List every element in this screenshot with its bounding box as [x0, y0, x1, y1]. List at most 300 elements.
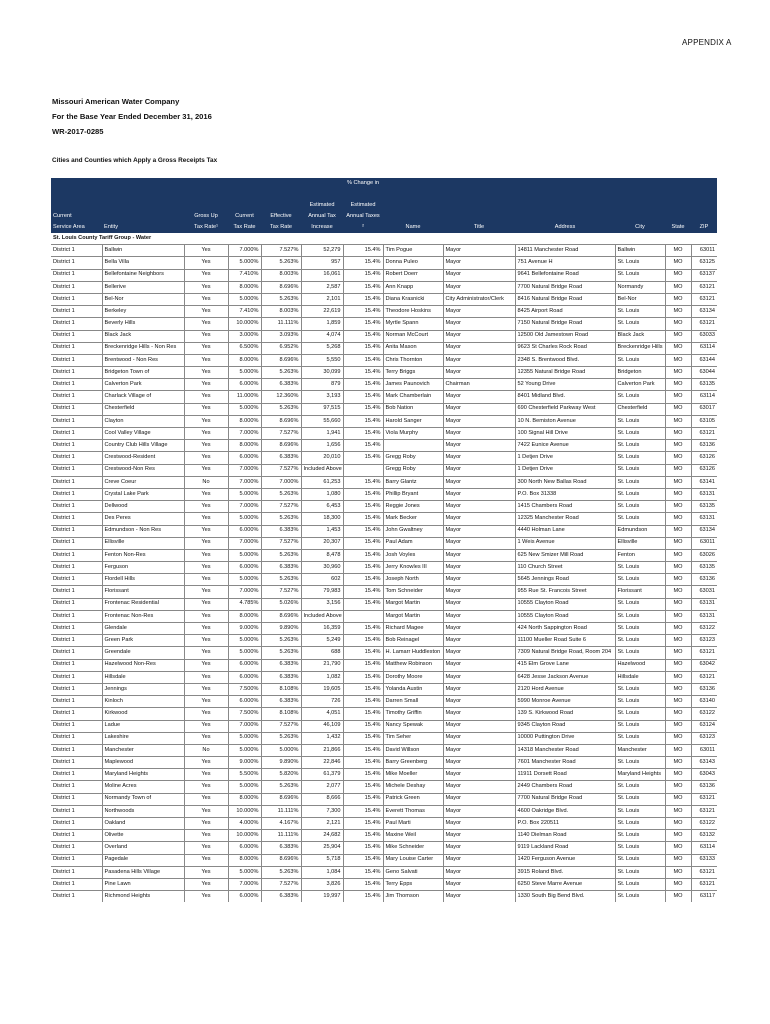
cell-gross-up: Yes — [184, 379, 228, 391]
cell-entity: Flordell Hills — [102, 574, 184, 586]
table-row — [51, 878, 717, 890]
cell-effective-rate: 5.263% — [261, 574, 301, 586]
cell-zip: 63122 — [691, 623, 717, 635]
cell-current-rate: 6.500% — [228, 342, 261, 354]
cell-city: St. Louis — [615, 647, 665, 659]
cell-effective-rate: 8.696% — [261, 281, 301, 293]
cell-gross-up: Yes — [184, 610, 228, 622]
cell-entity: Normandy Town of — [102, 793, 184, 805]
column-header-line — [385, 189, 441, 200]
cell-address: 4440 Holman Lane — [515, 525, 615, 537]
cell-gross-up: Yes — [184, 318, 228, 330]
cell-address: 8401 Midland Blvd. — [515, 391, 615, 403]
cell-state: MO — [665, 708, 691, 720]
table-row — [51, 428, 717, 440]
cell-entity: Ladue — [102, 720, 184, 732]
cell-zip: 63121 — [691, 281, 717, 293]
table-header-row — [51, 178, 717, 233]
cell-state: MO — [665, 623, 691, 635]
column-header-entity — [102, 178, 184, 233]
cell-gross-up: Yes — [184, 403, 228, 415]
table-row — [51, 805, 717, 817]
cell-gross-up: Yes — [184, 769, 228, 781]
cell-entity: Pasadena Hills Village — [102, 866, 184, 878]
cell-pct-change: 15.4% — [343, 476, 383, 488]
cell-zip: 63011 — [691, 744, 717, 756]
column-header-line: Service Area — [53, 224, 85, 230]
cell-current-rate: 5.000% — [228, 781, 261, 793]
cell-current-rate: 7.000% — [228, 428, 261, 440]
cell-address: 139 S. Kirkwood Road — [515, 708, 615, 720]
cell-gross-up: Yes — [184, 818, 228, 830]
cell-pct-change: 15.4% — [343, 805, 383, 817]
cell-name: Theodore Hoskins — [383, 306, 443, 318]
cell-est-increase: 1,082 — [301, 671, 343, 683]
cell-state: MO — [665, 769, 691, 781]
cell-service-area: District 1 — [51, 708, 102, 720]
cell-title: Mayor — [443, 269, 515, 281]
cell-effective-rate: 8.696% — [261, 610, 301, 622]
cell-name: Maxine Weil — [383, 830, 443, 842]
cell-name: Norman McCourt — [383, 330, 443, 342]
column-header-line: Name — [405, 224, 421, 230]
cell-gross-up: Yes — [184, 805, 228, 817]
cell-service-area: District 1 — [51, 318, 102, 330]
cell-gross-up: Yes — [184, 293, 228, 305]
cell-effective-rate: 6.383% — [261, 379, 301, 391]
cell-pct-change: 15.4% — [343, 525, 383, 537]
cell-est-increase: 4,051 — [301, 708, 343, 720]
cell-title: Mayor — [443, 781, 515, 793]
cell-gross-up: Yes — [184, 549, 228, 561]
cell-effective-rate: 8.108% — [261, 683, 301, 695]
column-header-line — [263, 200, 299, 211]
cell-entity: Ferguson — [102, 562, 184, 574]
cell-address: 6428 Jesse Jackson Avenue — [515, 671, 615, 683]
cell-entity: Bel-Nor — [102, 293, 184, 305]
cell-title: Mayor — [443, 732, 515, 744]
cell-est-increase: 3,826 — [301, 878, 343, 890]
cell-city: Hazelwood — [615, 659, 665, 671]
cell-service-area: District 1 — [51, 293, 102, 305]
cell-city: Ballwin — [615, 245, 665, 257]
cell-current-rate: 5.000% — [228, 866, 261, 878]
cell-name: Robert Doerr — [383, 269, 443, 281]
cell-effective-rate: 7.527% — [261, 720, 301, 732]
cell-service-area: District 1 — [51, 513, 102, 525]
column-header-line — [104, 200, 182, 211]
table-row — [51, 330, 717, 342]
cell-name: Timothy Griffin — [383, 708, 443, 720]
cell-effective-rate: 7.000% — [261, 476, 301, 488]
cell-service-area: District 1 — [51, 269, 102, 281]
cell-state: MO — [665, 683, 691, 695]
table-row — [51, 635, 717, 647]
cell-current-rate: 7.000% — [228, 501, 261, 513]
cell-effective-rate: 7.527% — [261, 586, 301, 598]
table-row — [51, 708, 717, 720]
cell-service-area: District 1 — [51, 245, 102, 257]
cell-name: Reggie Jones — [383, 501, 443, 513]
cell-name: Dorothy Moore — [383, 671, 443, 683]
cell-address: 11100 Mueller Road Suite 6 — [515, 635, 615, 647]
cell-effective-rate: 7.527% — [261, 428, 301, 440]
cell-title: Mayor — [443, 367, 515, 379]
cell-state: MO — [665, 257, 691, 269]
cell-service-area: District 1 — [51, 732, 102, 744]
cell-zip: 63031 — [691, 586, 717, 598]
cell-service-area: District 1 — [51, 525, 102, 537]
table-row — [51, 464, 717, 476]
cell-pct-change: 15.4% — [343, 757, 383, 769]
cell-title: Mayor — [443, 318, 515, 330]
cell-city: St. Louis — [615, 842, 665, 854]
cell-address: 5990 Monroe Avenue — [515, 696, 615, 708]
cell-state: MO — [665, 818, 691, 830]
cell-effective-rate: 5.263% — [261, 488, 301, 500]
column-header-line — [445, 189, 513, 200]
cell-entity: Northwoods — [102, 805, 184, 817]
cell-zip: 63043 — [691, 769, 717, 781]
cell-address: 10 N. Bemiston Avenue — [515, 415, 615, 427]
cell-service-area: District 1 — [51, 367, 102, 379]
cell-state: MO — [665, 525, 691, 537]
column-header-line — [693, 200, 715, 211]
column-header-line — [385, 200, 441, 211]
cell-city: St. Louis — [615, 805, 665, 817]
table-body — [51, 233, 717, 902]
table-row — [51, 476, 717, 488]
cell-service-area: District 1 — [51, 659, 102, 671]
cell-address: 7422 Eunice Avenue — [515, 440, 615, 452]
cell-title: Mayor — [443, 708, 515, 720]
table-row — [51, 245, 717, 257]
column-header-line: ZIP — [699, 224, 709, 230]
table-row — [51, 647, 717, 659]
cell-title: Mayor — [443, 854, 515, 866]
cell-state: MO — [665, 306, 691, 318]
cell-entity: Kirkwood — [102, 708, 184, 720]
column-header-line: Annual Taxes ² — [346, 213, 380, 230]
cell-address: 11911 Dorsett Road — [515, 769, 615, 781]
cell-service-area: District 1 — [51, 562, 102, 574]
cell-gross-up: Yes — [184, 525, 228, 537]
cell-effective-rate: 8.696% — [261, 415, 301, 427]
cell-gross-up: Yes — [184, 562, 228, 574]
cell-service-area: District 1 — [51, 769, 102, 781]
cell-service-area: District 1 — [51, 610, 102, 622]
cell-current-rate: 8.000% — [228, 854, 261, 866]
cell-city: St. Louis — [615, 513, 665, 525]
cell-address: 9641 Bellefontaine Road — [515, 269, 615, 281]
column-header-line: Effective — [270, 213, 292, 219]
cell-state: MO — [665, 428, 691, 440]
cell-pct-change: 15.4% — [343, 403, 383, 415]
cell-address: 4600 Oakridge Blvd. — [515, 805, 615, 817]
cell-gross-up: Yes — [184, 793, 228, 805]
cell-pct-change — [343, 610, 383, 622]
cell-address: 9623 St Charles Rock Road — [515, 342, 615, 354]
cell-zip: 63135 — [691, 501, 717, 513]
cell-entity: Hazelwood Non-Res — [102, 659, 184, 671]
cell-title: Mayor — [443, 891, 515, 903]
cell-name: Mary Louise Carter — [383, 854, 443, 866]
table-row — [51, 452, 717, 464]
cell-zip: 63134 — [691, 306, 717, 318]
table-row — [51, 306, 717, 318]
cell-city: St. Louis — [615, 318, 665, 330]
cell-service-area: District 1 — [51, 415, 102, 427]
cell-gross-up: Yes — [184, 708, 228, 720]
cell-state: MO — [665, 342, 691, 354]
cell-est-increase: 1,941 — [301, 428, 343, 440]
column-header-line — [230, 200, 259, 211]
column-header-line — [667, 189, 689, 200]
table-row — [51, 403, 717, 415]
cell-address: 1140 Dielman Road — [515, 830, 615, 842]
column-header-line — [517, 211, 613, 222]
cell-state: MO — [665, 781, 691, 793]
cell-gross-up: Yes — [184, 391, 228, 403]
cell-title: Mayor — [443, 769, 515, 781]
cell-est-increase: 3,156 — [301, 598, 343, 610]
cell-pct-change: 15.4% — [343, 818, 383, 830]
cell-entity: Kinloch — [102, 696, 184, 708]
cell-name: Ann Knapp — [383, 281, 443, 293]
column-header-line — [667, 211, 689, 222]
table-row — [51, 659, 717, 671]
cell-pct-change: 15.4% — [343, 854, 383, 866]
column-header-line — [385, 211, 441, 222]
cell-pct-change: 15.4% — [343, 488, 383, 500]
cell-current-rate: 6.000% — [228, 842, 261, 854]
cell-address: 8425 Airport Road — [515, 306, 615, 318]
cell-current-rate: 5.000% — [228, 574, 261, 586]
cell-name: Joseph North — [383, 574, 443, 586]
cell-address: 14811 Manchester Road — [515, 245, 615, 257]
cell-gross-up: Yes — [184, 659, 228, 671]
cell-pct-change: 15.4% — [343, 671, 383, 683]
column-header-line — [617, 200, 663, 211]
cell-title: Mayor — [443, 488, 515, 500]
cell-city: Florissant — [615, 586, 665, 598]
cell-est-increase: 61,379 — [301, 769, 343, 781]
table-row — [51, 537, 717, 549]
cell-state: MO — [665, 464, 691, 476]
cell-title: Mayor — [443, 562, 515, 574]
cell-pct-change: 15.4% — [343, 683, 383, 695]
column-header-line — [693, 211, 715, 222]
cell-current-rate: 9.000% — [228, 757, 261, 769]
cell-title: Mayor — [443, 440, 515, 452]
cell-address: 10000 Puttington Drive — [515, 732, 615, 744]
cell-state: MO — [665, 757, 691, 769]
cell-est-increase: 25,904 — [301, 842, 343, 854]
column-header-state — [665, 178, 691, 233]
cell-est-increase: 5,718 — [301, 854, 343, 866]
cell-name: Josh Voyles — [383, 549, 443, 561]
cell-current-rate: 9.000% — [228, 623, 261, 635]
table-row — [51, 293, 717, 305]
cell-title: Mayor — [443, 245, 515, 257]
cell-est-increase: 16,359 — [301, 623, 343, 635]
cell-pct-change: 15.4% — [343, 598, 383, 610]
cell-city: St. Louis — [615, 306, 665, 318]
cell-state: MO — [665, 635, 691, 647]
cell-entity: Fenton Non-Res — [102, 549, 184, 561]
column-header-line: Address — [554, 224, 576, 230]
cell-service-area: District 1 — [51, 330, 102, 342]
case-number: WR-2017-0285 — [52, 127, 104, 136]
cell-address: 10555 Clayton Road — [515, 610, 615, 622]
cell-city: St. Louis — [615, 501, 665, 513]
cell-pct-change: 15.4% — [343, 659, 383, 671]
cell-current-rate: 7.500% — [228, 708, 261, 720]
cell-entity: Olivette — [102, 830, 184, 842]
cell-entity: Black Jack — [102, 330, 184, 342]
cell-name: Terry Briggs — [383, 367, 443, 379]
cell-est-increase: 8,478 — [301, 549, 343, 561]
cell-title: Mayor — [443, 513, 515, 525]
cell-current-rate: 7.000% — [228, 464, 261, 476]
cell-service-area: District 1 — [51, 866, 102, 878]
cell-est-increase: 4,074 — [301, 330, 343, 342]
cell-pct-change: 15.4% — [343, 696, 383, 708]
cell-effective-rate: 6.383% — [261, 525, 301, 537]
cell-zip: 63121 — [691, 293, 717, 305]
cell-pct-change: 15.4% — [343, 793, 383, 805]
cell-current-rate: 5.000% — [228, 257, 261, 269]
cell-est-increase: Included Above — [301, 610, 343, 622]
column-header-line: Current — [235, 213, 254, 219]
cell-current-rate: 5.000% — [228, 744, 261, 756]
cell-entity: Pine Lawn — [102, 878, 184, 890]
cell-entity: Bellefontaine Neighbors — [102, 269, 184, 281]
cell-est-increase: 20,010 — [301, 452, 343, 464]
table-row — [51, 598, 717, 610]
cell-entity: Country Club Hills Village — [102, 440, 184, 452]
cell-est-increase: 55,660 — [301, 415, 343, 427]
cell-city: St. Louis — [615, 415, 665, 427]
cell-entity: Frontenac Residential — [102, 598, 184, 610]
cell-service-area: District 1 — [51, 428, 102, 440]
cell-service-area: District 1 — [51, 537, 102, 549]
cell-pct-change: 15.4% — [343, 513, 383, 525]
cell-effective-rate: 11.111% — [261, 830, 301, 842]
cell-current-rate: 4.000% — [228, 818, 261, 830]
cell-city: St. Louis — [615, 696, 665, 708]
cell-city: St. Louis — [615, 440, 665, 452]
cell-effective-rate: 8.003% — [261, 306, 301, 318]
cell-city: St. Louis — [615, 598, 665, 610]
cell-title: Mayor — [443, 830, 515, 842]
cell-zip: 63121 — [691, 866, 717, 878]
cell-entity: Oakland — [102, 818, 184, 830]
cell-name: Geno Salvati — [383, 866, 443, 878]
table-row — [51, 720, 717, 732]
cell-pct-change: 15.4% — [343, 379, 383, 391]
cell-state: MO — [665, 537, 691, 549]
cell-zip: 63017 — [691, 403, 717, 415]
cell-pct-change: 15.4% — [343, 647, 383, 659]
cell-zip: 63042 — [691, 659, 717, 671]
cell-state: MO — [665, 513, 691, 525]
cell-gross-up: Yes — [184, 367, 228, 379]
cell-name: Jerry Knowles III — [383, 562, 443, 574]
cell-pct-change: 15.4% — [343, 281, 383, 293]
cell-gross-up: Yes — [184, 452, 228, 464]
cell-state: MO — [665, 281, 691, 293]
cell-entity: Dellwood — [102, 501, 184, 513]
cell-entity: Greendale — [102, 647, 184, 659]
cell-est-increase: 30,099 — [301, 367, 343, 379]
cell-service-area: District 1 — [51, 878, 102, 890]
cell-city: Bridgeton — [615, 367, 665, 379]
cell-pct-change: 15.4% — [343, 623, 383, 635]
cell-effective-rate: 5.000% — [261, 744, 301, 756]
cell-entity: Chesterfield — [102, 403, 184, 415]
cell-address: 2120 Hord Avenue — [515, 683, 615, 695]
cell-zip: 63132 — [691, 830, 717, 842]
cell-effective-rate: 4.167% — [261, 818, 301, 830]
cell-address: 7150 Natural Bridge Road — [515, 318, 615, 330]
cell-state: MO — [665, 245, 691, 257]
cell-state: MO — [665, 488, 691, 500]
cell-service-area: District 1 — [51, 574, 102, 586]
cell-title: Mayor — [443, 623, 515, 635]
cell-name: Viola Murphy — [383, 428, 443, 440]
cell-title: Mayor — [443, 647, 515, 659]
cell-effective-rate: 11.111% — [261, 318, 301, 330]
table-row — [51, 318, 717, 330]
cell-gross-up: Yes — [184, 647, 228, 659]
cell-state: MO — [665, 330, 691, 342]
cell-name: Anita Mason — [383, 342, 443, 354]
cell-name: Nancy Spewak — [383, 720, 443, 732]
cell-effective-rate: 5.263% — [261, 549, 301, 561]
cell-est-increase: 5,249 — [301, 635, 343, 647]
column-header-line — [445, 200, 513, 211]
cell-address: 415 Elm Grove Lane — [515, 659, 615, 671]
cell-current-rate: 8.000% — [228, 354, 261, 366]
cell-est-increase: 61,253 — [301, 476, 343, 488]
cell-zip: 63011 — [691, 537, 717, 549]
cell-city: St. Louis — [615, 830, 665, 842]
cell-service-area: District 1 — [51, 683, 102, 695]
column-header-line: Current — [53, 213, 72, 219]
cell-state: MO — [665, 562, 691, 574]
cell-title: Mayor — [443, 281, 515, 293]
cell-title: Mayor — [443, 537, 515, 549]
cell-pct-change: 15.4% — [343, 354, 383, 366]
cell-address: 110 Church Street — [515, 562, 615, 574]
cell-city: Chesterfield — [615, 403, 665, 415]
cell-entity: Breckenridge Hills - Non Res — [102, 342, 184, 354]
cell-state: MO — [665, 476, 691, 488]
cell-title: Mayor — [443, 586, 515, 598]
column-header-line: State — [671, 224, 685, 230]
cell-entity: Bridgeton Town of — [102, 367, 184, 379]
cell-effective-rate: 5.263% — [261, 367, 301, 379]
cell-entity: Berkeley — [102, 306, 184, 318]
cell-city: St. Louis — [615, 452, 665, 464]
cell-pct-change: 15.4% — [343, 769, 383, 781]
cell-current-rate: 6.000% — [228, 525, 261, 537]
cell-address: 2348 S. Brentwood Blvd. — [515, 354, 615, 366]
cell-title: Mayor — [443, 683, 515, 695]
cell-title: Mayor — [443, 866, 515, 878]
cell-entity: Jennings — [102, 683, 184, 695]
